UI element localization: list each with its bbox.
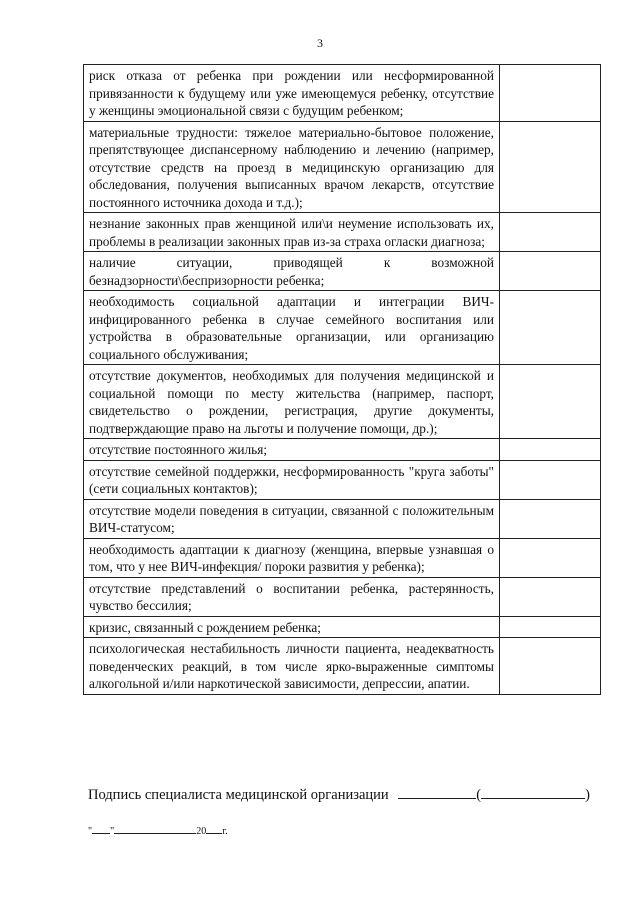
signature-close-paren: ) bbox=[585, 787, 590, 803]
date-quote-open: " bbox=[88, 826, 93, 837]
risk-factor-text: риск отказа от ребенка при рождении или несформированной привязанности к будущему или уже имеющемуся ребенку, отсутствие у женщины эмоциональной связи с будущим ребенком; bbox=[84, 65, 500, 122]
signature-open-paren: ( bbox=[476, 787, 482, 803]
risk-factor-mark-cell[interactable] bbox=[500, 252, 601, 291]
risk-factor-mark-cell[interactable] bbox=[500, 121, 601, 213]
signature-label: Подпись специалиста медицинской организации bbox=[88, 787, 389, 803]
risk-factor-mark-cell[interactable] bbox=[500, 638, 601, 695]
risk-factor-mark-cell[interactable] bbox=[500, 291, 601, 365]
table-row bbox=[84, 499, 601, 538]
risk-factor-text: отсутствие представлений о воспитании ребенка, растерянность, чувство бессилия; bbox=[84, 577, 500, 616]
table-row bbox=[84, 252, 601, 291]
table-row bbox=[84, 213, 601, 252]
date-year-prefix: 20 bbox=[196, 826, 207, 837]
risk-factor-mark-cell[interactable] bbox=[500, 365, 601, 439]
table-row bbox=[84, 291, 601, 365]
signature-line bbox=[88, 786, 608, 804]
risk-factor-mark-cell[interactable] bbox=[500, 538, 601, 577]
risk-factor-text: наличие ситуации, приводящей к возможной безнадзорности\беспризорности ребенка; bbox=[84, 252, 500, 291]
table-row bbox=[84, 577, 601, 616]
risk-factor-text: незнание законных прав женщиной или\и неумение использовать их, проблемы в реализации законных прав из-за страха огласки диагноза; bbox=[84, 213, 500, 252]
table-row bbox=[84, 439, 601, 461]
risk-factor-mark-cell[interactable] bbox=[500, 213, 601, 252]
page-number: 3 bbox=[317, 36, 323, 50]
date-year-suffix: г. bbox=[222, 826, 228, 837]
risk-factor-text: отсутствие постоянного жилья; bbox=[84, 439, 500, 461]
risk-factors-table bbox=[83, 64, 601, 695]
risk-factor-mark-cell[interactable] bbox=[500, 577, 601, 616]
risk-factor-mark-cell[interactable] bbox=[500, 460, 601, 499]
risk-factor-text: кризис, связанный с рождением ребенка; bbox=[84, 616, 500, 638]
date-day-field[interactable] bbox=[92, 824, 110, 834]
risk-factor-text: необходимость социальной адаптации и интеграции ВИЧ-инфицированного ребенка в случае семейного воспитания или устройства в образовательные организации, или организацию социального обслуживания; bbox=[84, 291, 500, 365]
risk-factor-text: материальные трудности: тяжелое материально-бытовое положение, препятствующее диспансерному наблюдению и лечению (например, отсутствие средств на проезд в медицинскую организацию для обследования, получения выписанных врачом лекарств, отсутствие постоянного источника дохода и т.д.); bbox=[84, 121, 500, 213]
risk-factor-mark-cell[interactable] bbox=[500, 499, 601, 538]
risk-factor-mark-cell[interactable] bbox=[500, 65, 601, 122]
risk-factor-text: необходимость адаптации к диагнозу (женщина, впервые узнавшая о том, что у нее ВИЧ-инфекция/ пороки развития у ребенка); bbox=[84, 538, 500, 577]
risk-factor-text: отсутствие семейной поддержки, несформированность "круга заботы" (сети социальных контактов); bbox=[84, 460, 500, 499]
table-row bbox=[84, 365, 601, 439]
signature-field[interactable] bbox=[398, 786, 476, 799]
date-year-field[interactable] bbox=[206, 824, 222, 834]
table-row bbox=[84, 65, 601, 122]
date-quote-close: " bbox=[110, 826, 115, 837]
signature-name-field[interactable] bbox=[481, 786, 585, 799]
date-month-field[interactable] bbox=[114, 824, 196, 834]
risk-factor-text: психологическая нестабильность личности пациента, неадекватность поведенческих реакций, в том числе ярко-выраженные симптомы алкогольной и/или наркотической зависимости, депрессии, апатии. bbox=[84, 638, 500, 695]
table-row bbox=[84, 460, 601, 499]
risk-factor-mark-cell[interactable] bbox=[500, 439, 601, 461]
risk-factor-text: отсутствие документов, необходимых для получения медицинской и социальной помощи по месту жительства (например, паспорт, свидетельство о рождении, регистрация, другие документы, подтверждающие право на льготы и получение помощи, др.); bbox=[84, 365, 500, 439]
table-row bbox=[84, 616, 601, 638]
table-row bbox=[84, 638, 601, 695]
risk-factor-mark-cell[interactable] bbox=[500, 616, 601, 638]
date-line bbox=[88, 824, 228, 837]
table-row bbox=[84, 121, 601, 213]
table-row bbox=[84, 538, 601, 577]
risk-factor-text: отсутствие модели поведения в ситуации, связанной с положительным ВИЧ-статусом; bbox=[84, 499, 500, 538]
